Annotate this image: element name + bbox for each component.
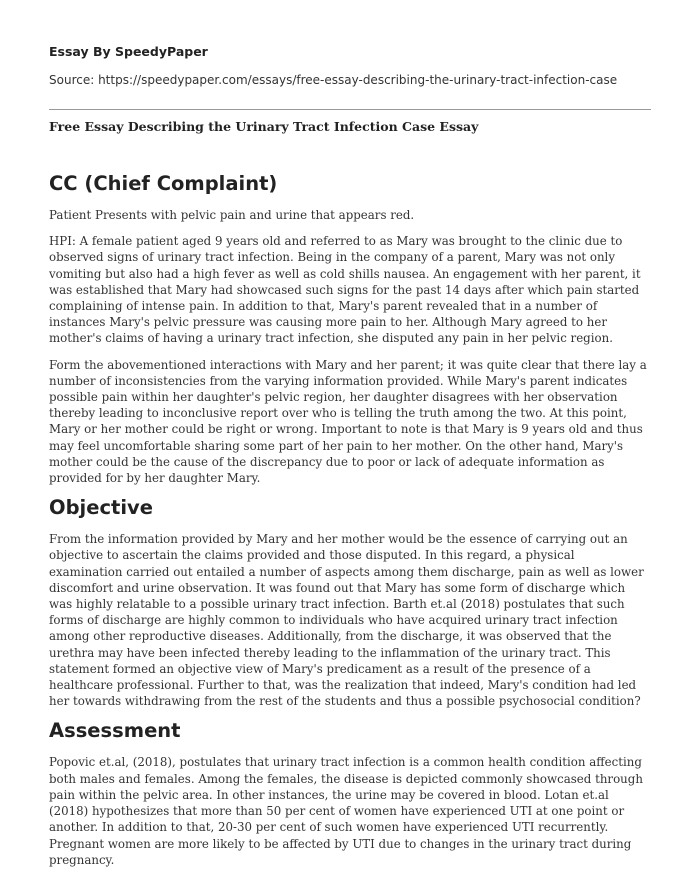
section-assessment <box>49 719 651 867</box>
divider <box>49 109 651 110</box>
paragraph: Patient Presents with pelvic pain and urine that appears red. <box>49 208 415 222</box>
section-chief-complaint <box>49 172 651 486</box>
section-heading: Assessment <box>49 719 181 743</box>
source-line: Source: https://speedypaper.com/essays/free-essay-describing-the-urinary-tract-infection-case <box>49 73 618 87</box>
section-heading: Objective <box>49 496 153 520</box>
paragraph: HPI: A female patient aged 9 years old and referred to as Mary was brought to the clinic due to observed signs of urinary tract infection. Being in the company of a parent, Mary was not only vomiting but also had a high fever as well as cold shills nausea. An engagement with her parent, it was established that Mary had showcased such signs for the past 14 days after which pain started complaining of intense pain. In addition to that, Mary's parent revealed that in a number of instances Mary's pelvic pressure was causing more pain to her. Although Mary agreed to her mother's claims of having a urinary tract infection, she disputed any pain in her pelvic region. <box>49 234 641 346</box>
paragraph: Form the abovementioned interactions with Mary and her parent; it was quite clear that there lay a number of inconsistencies from the varying information provided. While Mary's parent indicates possible pain within her daughter's pelvic region, her daughter disagrees with her observation thereby leading to inconclusive report over who is telling the truth among the two. At this point, Mary or her mother could be right or wrong. Important to note is that Mary is 9 years old and thus may feel uncomfortable sharing some part of her pain to her mother. On the other hand, Mary's mother could be the cause of the discrepancy due to poor or lack of adequate information as provided for by her daughter Mary. <box>49 357 647 486</box>
paragraph: From the information provided by Mary and her mother would be the essence of carrying out an objective to ascertain the claims provided and those disputed. In this regard, a physical examination carried out entailed a number of aspects among them discharge, pain as well as lower discomfort and urine observation. It was found out that Mary has some form of discharge which was highly relatable to a possible urinary tract infection. Barth et.al (2018) postulates that such forms of discharge are highly common to individuals who have acquired urinary tract infection among other reproductive diseases. Additionally, from the discharge, it was observed that the urethra may have been infected thereby leading to the inflammation of the urinary tract. This statement formed an objective view of Mary's predicament as a result of the presence of a healthcare professional. Further to that, was the realization that indeed, Mary's condition had led her towards withdrawing from the rest of the students and thus a possible psychosocial condition? <box>49 532 644 709</box>
section-objective <box>49 496 651 709</box>
section-heading: CC (Chief Complaint) <box>49 172 278 195</box>
paragraph: Popovic et.al, (2018), postulates that urinary tract infection is a common health condition affecting both males and females. Among the females, the disease is depicted commonly showcased through pain within the pelvic area. In other instances, the urine may be covered in blood. Lotan et.al (2018) hypothesizes that more than 50 per cent of women have experienced UTI at one point or another. In addition to that, 20-30 per cent of such women have experienced UTI recurrently. Pregnant women are more likely to be affected by UTI due to changes in the urinary tract during pregnancy. <box>49 755 643 867</box>
site-title: Essay By SpeedyPaper <box>49 44 208 59</box>
essay-body <box>49 172 651 878</box>
essay-title: Free Essay Describing the Urinary Tract Infection Case Essay <box>49 119 479 134</box>
